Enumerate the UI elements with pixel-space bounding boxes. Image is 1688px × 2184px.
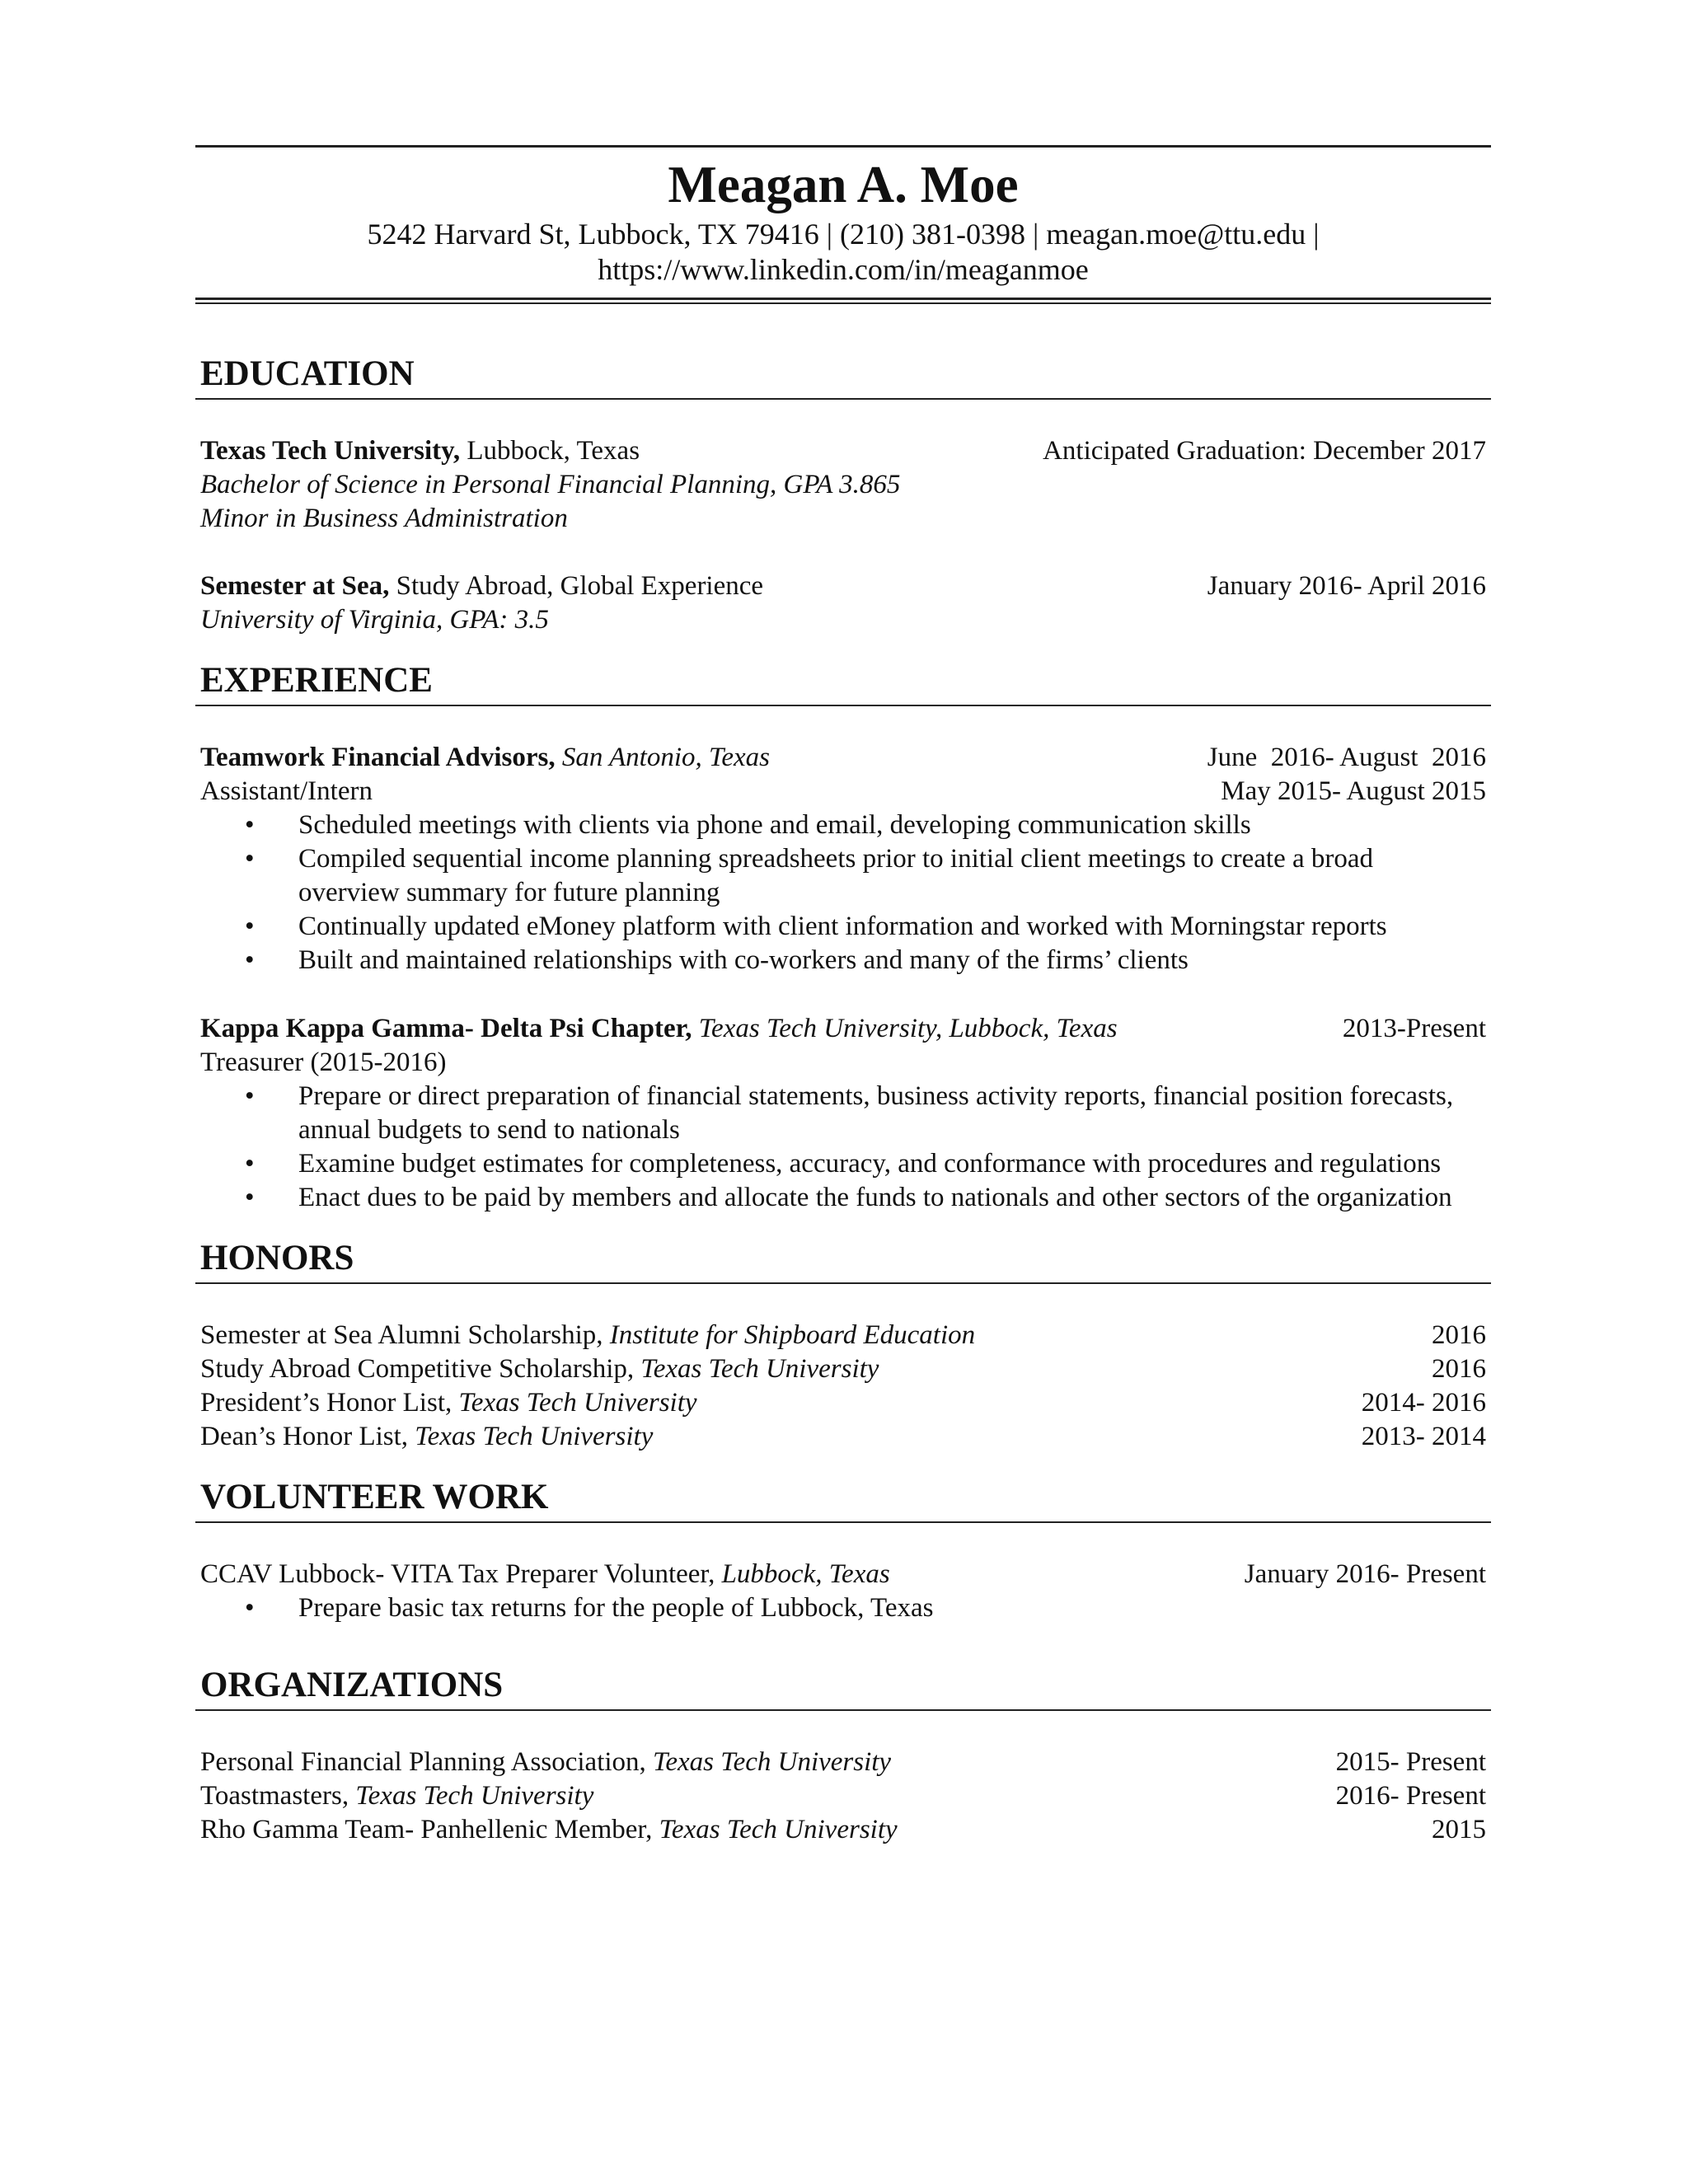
- honor-name: Dean’s Honor List,: [200, 1422, 409, 1451]
- school-name: Texas Tech University,: [200, 436, 461, 466]
- honor-name: Semester at Sea Alumni Scholarship,: [200, 1320, 603, 1350]
- job-entry-kappa: [195, 1012, 1491, 1046]
- bullet-item: [195, 842, 1491, 910]
- organization-affiliation: Texas Tech University: [349, 1781, 594, 1811]
- bullet-item: [195, 1181, 1491, 1215]
- minor: Minor in Business Administration: [200, 504, 568, 533]
- employer-name: Teamwork Financial Advisors,: [200, 743, 556, 772]
- employer-location: Texas Tech University, Lubbock, Texas: [692, 1014, 1118, 1043]
- honor-row: [195, 1352, 1491, 1386]
- honor-name: Study Abroad Competitive Scholarship,: [200, 1354, 635, 1384]
- organization-row: [195, 1813, 1491, 1847]
- job-date: June 2016- August 2016: [1207, 743, 1486, 772]
- honor-org: Texas Tech University: [634, 1354, 879, 1384]
- organization-row: [195, 1779, 1491, 1813]
- education-entry-semester-at-sea: [195, 569, 1491, 603]
- volunteer-location: Lubbock, Texas: [715, 1559, 890, 1589]
- bullet-text: Examine budget estimates for completeness, accuracy, and conformance with procedures and regulations: [298, 1149, 1442, 1179]
- honor-date: 2013- 2014: [1361, 1422, 1486, 1451]
- honor-date: 2014- 2016: [1361, 1388, 1486, 1418]
- honor-date: 2016: [1432, 1354, 1486, 1384]
- contact-line-1: 5242 Harvard St, Lubbock, TX 79416 | (210) 381-0398 | meagan.moe@ttu.edu |: [367, 218, 1320, 251]
- section-title-education: EDUCATION: [200, 354, 415, 393]
- job-date: May 2015- August 2015: [1221, 776, 1486, 806]
- volunteer-bullets: [195, 1591, 1491, 1625]
- bullet-icon: •: [245, 1149, 255, 1179]
- bullet-icon: •: [245, 810, 255, 840]
- bullet-text: Prepare basic tax returns for the people of Lubbock, Texas: [298, 1593, 934, 1623]
- job-entry-teamwork: [195, 741, 1491, 775]
- header-top-rule: [195, 145, 1491, 148]
- job-role: Treasurer (2015-2016): [200, 1047, 447, 1077]
- bullet-item: [195, 1591, 1491, 1625]
- honor-row: [195, 1319, 1491, 1352]
- education-entry-ttu: [195, 434, 1491, 468]
- program-date: January 2016- April 2016: [1207, 571, 1486, 601]
- program-name: Semester at Sea,: [200, 571, 390, 601]
- school-location: Lubbock, Texas: [460, 436, 640, 466]
- bullet-icon: •: [245, 1593, 255, 1623]
- bullet-icon: •: [245, 1183, 255, 1212]
- program-detail: Study Abroad, Global Experience: [389, 571, 764, 601]
- section-title-honors: HONORS: [200, 1239, 354, 1277]
- organization-date: 2015: [1432, 1815, 1486, 1844]
- honor-name: President’s Honor List,: [200, 1388, 452, 1418]
- organization-name: Rho Gamma Team- Panhellenic Member,: [200, 1815, 653, 1844]
- program-school: University of Virginia, GPA: 3.5: [200, 605, 549, 635]
- organization-date: 2016- Present: [1335, 1781, 1486, 1811]
- organization-name: Toastmasters,: [200, 1781, 349, 1811]
- job-role: Assistant/Intern: [200, 776, 373, 806]
- bullet-text: Compiled sequential income planning spreadsheets prior to initial client meetings to create a broad overview summary for future planning: [298, 844, 1374, 907]
- volunteer-date: January 2016- Present: [1244, 1559, 1486, 1589]
- header-double-rule: [195, 298, 1491, 304]
- section-title-volunteer: VOLUNTEER WORK: [200, 1478, 549, 1516]
- volunteer-name: CCAV Lubbock- VITA Tax Preparer Volunteer,: [200, 1559, 715, 1589]
- employer-location: San Antonio, Texas: [555, 743, 770, 772]
- employer-name: Kappa Kappa Gamma- Delta Psi Chapter,: [200, 1014, 692, 1043]
- bullet-text: Prepare or direct preparation of financial statements, business activity reports, financial position forecasts, annual budgets to send to nationals: [298, 1081, 1454, 1145]
- bullet-item: [195, 808, 1491, 842]
- job-date: 2013-Present: [1342, 1014, 1486, 1043]
- bullet-item: [195, 944, 1491, 977]
- degree: Bachelor of Science in Personal Financial Planning, GPA 3.865: [200, 470, 901, 499]
- bullet-item: [195, 910, 1491, 944]
- section-title-experience: EXPERIENCE: [200, 661, 433, 700]
- organization-date: 2015- Present: [1335, 1747, 1486, 1777]
- honor-date: 2016: [1432, 1320, 1486, 1350]
- bullet-text: Enact dues to be paid by members and allocate the funds to nationals and other sectors of the organization: [298, 1183, 1452, 1212]
- job-role-row: [195, 775, 1491, 808]
- job-bullets: [195, 808, 1491, 977]
- bullet-icon: •: [245, 945, 255, 975]
- bullet-item: [195, 1147, 1491, 1181]
- bullet-icon: •: [245, 844, 255, 874]
- resume-page: [195, 145, 1491, 1847]
- honor-org: Institute for Shipboard Education: [603, 1320, 976, 1350]
- honor-row: [195, 1386, 1491, 1420]
- graduation-date: Anticipated Graduation: December 2017: [1043, 436, 1486, 466]
- contact-line-2[interactable]: https://www.linkedin.com/in/meaganmoe: [598, 253, 1089, 286]
- bullet-text: Continually updated eMoney platform with client information and worked with Morningstar reports: [298, 912, 1387, 941]
- bullet-item: [195, 1080, 1491, 1147]
- bullet-text: Built and maintained relationships with co-workers and many of the firms’ clients: [298, 945, 1189, 975]
- job-bullets: [195, 1080, 1491, 1215]
- honor-row: [195, 1420, 1491, 1454]
- organization-affiliation: Texas Tech University: [652, 1815, 898, 1844]
- organization-row: [195, 1746, 1491, 1779]
- honor-org: Texas Tech University: [452, 1388, 697, 1418]
- organization-name: Personal Financial Planning Association,: [200, 1747, 646, 1777]
- volunteer-entry: [195, 1558, 1491, 1591]
- bullet-icon: •: [245, 1081, 255, 1111]
- bullet-icon: •: [245, 912, 255, 941]
- honor-org: Texas Tech University: [408, 1422, 654, 1451]
- organization-affiliation: Texas Tech University: [645, 1747, 892, 1777]
- candidate-name: Meagan A. Moe: [668, 156, 1019, 213]
- bullet-text: Scheduled meetings with clients via phone and email, developing communication skills: [298, 810, 1251, 840]
- section-title-organizations: ORGANIZATIONS: [200, 1666, 504, 1704]
